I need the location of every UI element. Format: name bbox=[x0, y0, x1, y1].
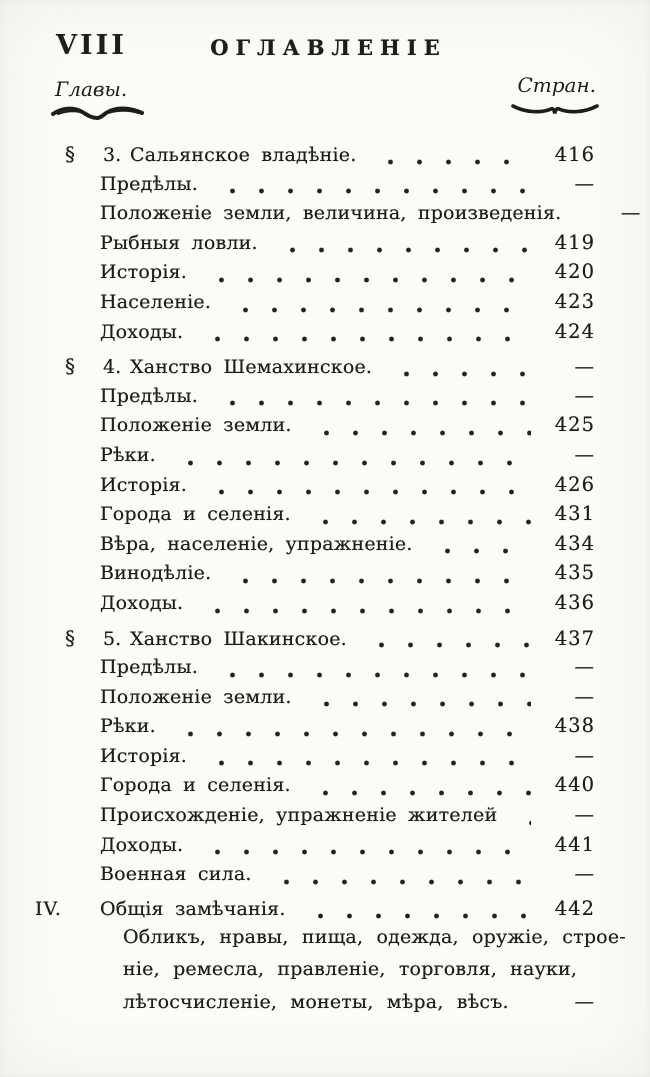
toc-entry bbox=[35, 231, 595, 261]
entry-number: 5. bbox=[103, 627, 122, 650]
toc-entry bbox=[35, 744, 595, 774]
toc-entry bbox=[35, 626, 595, 656]
dot-leader bbox=[429, 548, 531, 554]
entry-page: — bbox=[574, 862, 595, 886]
entry-page: 434 bbox=[554, 531, 595, 555]
entry-section-mark: § bbox=[65, 142, 75, 166]
entry-page: 431 bbox=[554, 502, 595, 526]
dot-leader bbox=[308, 430, 531, 436]
entry-page: — bbox=[574, 803, 595, 827]
dot-leader bbox=[172, 731, 531, 737]
toc-entry bbox=[35, 201, 642, 231]
entry-label: Предѣлы. bbox=[100, 656, 198, 679]
toc-entry bbox=[35, 926, 626, 958]
entry-page: — bbox=[574, 442, 595, 466]
dot-leader bbox=[513, 820, 531, 826]
dot-leader bbox=[307, 519, 531, 525]
dot-leader bbox=[268, 879, 531, 885]
dot-leader bbox=[372, 159, 531, 165]
dot-leader bbox=[214, 188, 531, 194]
toc-entry bbox=[35, 958, 595, 990]
entry-label: Сальянское владѣніе. bbox=[130, 144, 357, 166]
column-heading-chapters: Главы. bbox=[55, 77, 128, 101]
entry-page: 440 bbox=[554, 773, 595, 797]
entry-label: Предѣлы. bbox=[100, 172, 198, 195]
toc-entry bbox=[35, 803, 595, 833]
toc-entry bbox=[35, 714, 595, 744]
toc-entry bbox=[35, 384, 595, 414]
toc-entry bbox=[35, 142, 595, 172]
entry-label: Положеніе земли, величина, произведенія. bbox=[100, 202, 562, 225]
dot-leader bbox=[199, 336, 531, 342]
toc-entry bbox=[35, 773, 595, 803]
toc-entry bbox=[35, 532, 595, 562]
dot-leader bbox=[227, 578, 531, 584]
entry-page: 437 bbox=[554, 626, 595, 650]
entry-label: Города и селенія. bbox=[100, 503, 291, 526]
dot-leader bbox=[172, 460, 531, 466]
entry-label: Винодѣліе. bbox=[100, 562, 212, 585]
entry-label: Исторія. bbox=[100, 473, 188, 496]
toc-entry bbox=[35, 260, 595, 290]
entry-page: 424 bbox=[554, 319, 595, 343]
entry-number: 4. bbox=[103, 356, 122, 379]
toc-entry bbox=[35, 502, 595, 532]
entry-label: Рѣки. bbox=[100, 443, 156, 466]
entry-page: — bbox=[574, 355, 595, 379]
page-title: ОГЛАВЛЕНІЕ bbox=[210, 35, 447, 60]
entry-label: ніе, ремесла, правленіе, торговля, науки, bbox=[123, 958, 578, 981]
dot-leader bbox=[274, 247, 531, 253]
toc-entry bbox=[35, 290, 595, 320]
entry-label: Положеніе земли. bbox=[100, 685, 292, 708]
entry-section-mark: § bbox=[65, 354, 75, 379]
entry-label: Вѣра, населеніе, упражненіе. bbox=[100, 532, 413, 555]
dot-leader bbox=[214, 672, 531, 678]
toc-entry bbox=[35, 685, 595, 715]
toc-entry bbox=[35, 591, 595, 621]
entry-label: Военная сила. bbox=[100, 863, 252, 886]
entry-page: — bbox=[620, 201, 642, 225]
toc-entry bbox=[35, 320, 595, 350]
entry-label: Доходы. bbox=[100, 833, 184, 856]
entry-page: — bbox=[574, 171, 595, 195]
dot-leader bbox=[302, 913, 531, 919]
entry-label: Рыбныя ловли. bbox=[100, 231, 258, 254]
toc-entry bbox=[35, 862, 595, 892]
toc-list bbox=[35, 137, 642, 1022]
toc-entry bbox=[35, 655, 595, 685]
entry-label: Ханство Шакинское. bbox=[130, 627, 347, 650]
entry-number: IV. bbox=[35, 897, 62, 920]
dot-leader bbox=[227, 307, 531, 313]
entry-number: 3. bbox=[103, 144, 122, 166]
page-header bbox=[0, 0, 650, 137]
entry-label: Города и селенія. bbox=[100, 774, 291, 797]
entry-page: — bbox=[574, 655, 595, 679]
entry-label: Общія замѣчанія. bbox=[100, 897, 286, 920]
entry-section-mark: § bbox=[65, 625, 75, 650]
toc-entry bbox=[35, 990, 595, 1022]
toc-entry bbox=[35, 473, 595, 503]
entry-page: 441 bbox=[554, 832, 595, 856]
entry-page: — bbox=[574, 990, 595, 1014]
entry-page: 420 bbox=[554, 260, 595, 284]
entry-label: Доходы. bbox=[100, 320, 184, 343]
dot-leader bbox=[308, 701, 531, 707]
entry-label: Положеніе земли. bbox=[100, 414, 292, 437]
entry-page: — bbox=[574, 383, 595, 407]
entry-label: Населеніе. bbox=[100, 290, 212, 313]
dot-leader bbox=[199, 608, 531, 614]
toc-entry bbox=[35, 833, 595, 863]
entry-page: 442 bbox=[554, 896, 595, 920]
dot-leader bbox=[307, 790, 531, 796]
dot-leader bbox=[525, 1009, 531, 1015]
dot-leader bbox=[203, 277, 531, 283]
dot-leader bbox=[214, 400, 531, 406]
entry-label: Предѣлы. bbox=[100, 384, 198, 407]
toc-entry bbox=[35, 413, 595, 443]
entry-page: 435 bbox=[554, 561, 595, 585]
toc-entry bbox=[35, 443, 595, 473]
entry-page: 425 bbox=[554, 413, 595, 437]
entry-page: — bbox=[574, 743, 595, 767]
entry-label: Обликъ, нравы, пища, одежда, оружіе, строе- bbox=[123, 926, 626, 949]
entry-page: 436 bbox=[554, 590, 595, 614]
toc-entry bbox=[35, 897, 595, 927]
flourish-icon bbox=[50, 104, 146, 122]
entry-page: 416 bbox=[554, 143, 595, 166]
column-heading-pages: Стран. bbox=[517, 73, 596, 97]
entry-label: Ханство Шемахинское. bbox=[130, 356, 373, 379]
toc-entry bbox=[35, 354, 595, 384]
flourish-icon bbox=[510, 101, 600, 118]
toc-entry bbox=[35, 172, 595, 202]
entry-label: Исторія. bbox=[100, 744, 188, 767]
entry-label: лѣтосчисленіе, монеты, мѣра, вѣсъ. bbox=[123, 991, 509, 1014]
entry-label: Происхожденіе, упражненіе жителей bbox=[100, 804, 498, 827]
entry-page: 423 bbox=[554, 289, 595, 313]
toc-entry bbox=[35, 561, 595, 591]
entry-label: Исторія. bbox=[100, 261, 188, 284]
entry-page: 426 bbox=[554, 472, 595, 496]
entry-page: 419 bbox=[554, 230, 595, 254]
dot-leader bbox=[203, 489, 531, 495]
entry-page: — bbox=[574, 684, 595, 708]
dot-leader bbox=[363, 642, 531, 648]
dot-leader bbox=[388, 371, 531, 377]
dot-leader bbox=[199, 849, 531, 855]
entry-label: Рѣки. bbox=[100, 715, 156, 738]
dot-leader bbox=[203, 760, 531, 766]
entry-page: 438 bbox=[554, 714, 595, 738]
entry-label: Доходы. bbox=[100, 591, 184, 614]
folio-number: VIII bbox=[56, 30, 127, 61]
